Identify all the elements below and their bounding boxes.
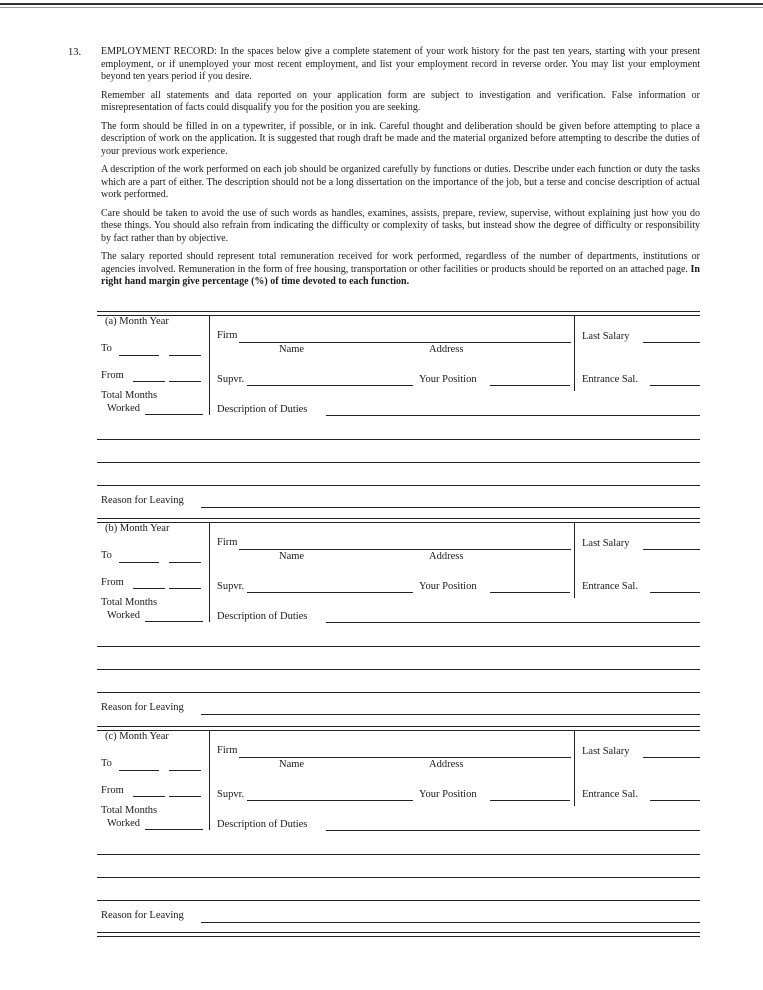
entrance-salary-label: Entrance Sal. <box>582 581 638 592</box>
firm-label: Firm <box>217 537 238 548</box>
address-caption: Address <box>429 759 464 770</box>
reason-for-leaving-field[interactable] <box>201 714 700 715</box>
from-label: From <box>101 785 124 796</box>
reason-for-leaving-label: Reason for Leaving <box>101 702 184 713</box>
duties-blank-line[interactable] <box>97 462 700 463</box>
supervisor-label: Supvr. <box>217 789 245 800</box>
last-salary-label: Last Salary <box>582 538 630 549</box>
worked-label: Worked <box>107 610 140 621</box>
entrance-salary-field[interactable] <box>650 592 700 593</box>
your-position-field[interactable] <box>490 800 570 801</box>
from-month-field[interactable] <box>133 381 165 382</box>
to-month-field[interactable] <box>119 562 159 563</box>
to-year-field[interactable] <box>169 355 201 356</box>
top-border-line <box>0 3 763 5</box>
column-divider <box>574 522 575 598</box>
your-position-label: Your Position <box>419 581 477 592</box>
from-label: From <box>101 577 124 588</box>
duties-blank-line[interactable] <box>97 692 700 693</box>
description-of-duties-field[interactable] <box>326 830 700 831</box>
last-salary-label: Last Salary <box>582 746 630 757</box>
duties-blank-line[interactable] <box>97 877 700 878</box>
period-heading: (c) Month Year <box>105 731 169 742</box>
name-caption: Name <box>279 759 305 770</box>
instruction-text: The form should be filled in on a typewriter, if possible, or in ink. Careful thought and deliberation should be given before attempting to place a description of work on the application. It is suggested that rough draft be made and the material organized before attempting to describe the duties of your previous work experience. <box>101 120 700 157</box>
instruction-bold-tail: In right hand margin give percentage (%) of time devoted to each function. <box>101 263 700 287</box>
total-months-label: Total Months <box>101 390 158 401</box>
entrance-salary-label: Entrance Sal. <box>582 374 638 385</box>
description-of-duties-label: Description of Duties <box>217 611 308 622</box>
from-year-field[interactable] <box>169 588 201 589</box>
total-months-field[interactable] <box>145 829 203 830</box>
entrance-salary-field[interactable] <box>650 800 700 801</box>
total-months-label: Total Months <box>101 597 158 608</box>
to-label: To <box>101 758 112 769</box>
your-position-label: Your Position <box>419 374 477 385</box>
worked-label: Worked <box>107 818 140 829</box>
instruction-text: Remember all statements and data reported on your application form are subject to investigation and verification. False information or misrepresentation of facts could disqualify you for the position you are seeking. <box>101 89 700 113</box>
instruction-paragraph-3 <box>101 121 700 159</box>
instruction-text: A description of the work performed on each job should be organized carefully by functions or duties. Describe under each function or duty the tasks which are a part of either. The description should not be a long dissertation on the importance of the job, but a terse and concise description of actual work performed. <box>101 164 700 200</box>
description-of-duties-label: Description of Duties <box>217 404 308 415</box>
total-months-label: Total Months <box>101 805 158 816</box>
duties-blank-line[interactable] <box>97 485 700 486</box>
address-caption: Address <box>429 344 464 355</box>
column-divider <box>574 730 575 806</box>
instructions-block <box>101 46 700 295</box>
firm-field[interactable] <box>239 342 571 343</box>
supervisor-field[interactable] <box>247 800 413 801</box>
supervisor-field[interactable] <box>247 592 413 593</box>
total-months-field[interactable] <box>145 414 203 415</box>
column-divider <box>209 315 210 415</box>
reason-for-leaving-field[interactable] <box>201 507 700 508</box>
total-months-field[interactable] <box>145 621 203 622</box>
from-month-field[interactable] <box>133 588 165 589</box>
employment-section <box>97 730 700 938</box>
from-year-field[interactable] <box>169 381 201 382</box>
instruction-text: In the spaces below give a complete statement of your work history for the past ten years, starting with your present employment, or if unemployed your most recent employment, and list your employment record in reverse order. You may list your employment beyond ten years period if you desire. <box>101 46 700 82</box>
column-divider <box>574 315 575 391</box>
firm-field[interactable] <box>239 757 571 758</box>
instruction-lead: EMPLOYMENT RECORD: <box>101 46 217 57</box>
to-year-field[interactable] <box>169 770 201 771</box>
description-of-duties-field[interactable] <box>326 415 700 416</box>
supervisor-field[interactable] <box>247 385 413 386</box>
from-year-field[interactable] <box>169 796 201 797</box>
your-position-field[interactable] <box>490 385 570 386</box>
entrance-salary-label: Entrance Sal. <box>582 789 638 800</box>
your-position-field[interactable] <box>490 592 570 593</box>
to-label: To <box>101 343 112 354</box>
to-month-field[interactable] <box>119 355 159 356</box>
name-caption: Name <box>279 551 305 562</box>
item-number: 13. <box>68 47 82 58</box>
duties-blank-line[interactable] <box>97 669 700 670</box>
instruction-paragraph-2 <box>101 90 700 115</box>
firm-label: Firm <box>217 745 238 756</box>
firm-label: Firm <box>217 330 238 341</box>
employment-section <box>97 315 700 523</box>
top-border-line-2 <box>0 7 763 8</box>
supervisor-label: Supvr. <box>217 581 245 592</box>
firm-field[interactable] <box>239 549 571 550</box>
duties-blank-line[interactable] <box>97 900 700 901</box>
reason-for-leaving-field[interactable] <box>201 922 700 923</box>
instruction-paragraph-5 <box>101 208 700 246</box>
period-heading: (b) Month Year <box>105 523 170 534</box>
last-salary-field[interactable] <box>643 342 700 343</box>
reason-for-leaving-label: Reason for Leaving <box>101 910 184 921</box>
instruction-text: The salary reported should represent total remuneration received for work performed, regardless of the number of departments, institutions or agencies involved. Remuneration in the form of free housing, transportation or other facilities or products should be reported on an attached page. <box>101 251 700 275</box>
column-divider <box>209 522 210 622</box>
instruction-text: Care should be taken to avoid the use of such words as handles, examines, assists, prepare, review, supervise, without explaining just how you do these things. You should also refrain from indicating the difficulty or complexity of tasks, but instead show the degree of difficulty or responsibility by fact rather than by objective. <box>101 207 700 244</box>
period-heading: (a) Month Year <box>105 316 169 327</box>
last-salary-field[interactable] <box>643 757 700 758</box>
name-caption: Name <box>279 344 305 355</box>
instruction-paragraph-1 <box>101 46 700 84</box>
reason-for-leaving-label: Reason for Leaving <box>101 495 184 506</box>
from-month-field[interactable] <box>133 796 165 797</box>
from-label: From <box>101 370 124 381</box>
to-month-field[interactable] <box>119 770 159 771</box>
worked-label: Worked <box>107 403 140 414</box>
instruction-paragraph-4 <box>101 164 700 202</box>
last-salary-field[interactable] <box>643 549 700 550</box>
instruction-paragraph-6 <box>101 251 700 289</box>
entrance-salary-field[interactable] <box>650 385 700 386</box>
to-label: To <box>101 550 112 561</box>
your-position-label: Your Position <box>419 789 477 800</box>
employment-section <box>97 522 700 730</box>
duties-blank-line[interactable] <box>97 646 700 647</box>
duties-blank-line[interactable] <box>97 854 700 855</box>
to-year-field[interactable] <box>169 562 201 563</box>
last-salary-label: Last Salary <box>582 331 630 342</box>
duties-blank-line[interactable] <box>97 439 700 440</box>
description-of-duties-label: Description of Duties <box>217 819 308 830</box>
column-divider <box>209 730 210 830</box>
description-of-duties-field[interactable] <box>326 622 700 623</box>
address-caption: Address <box>429 551 464 562</box>
supervisor-label: Supvr. <box>217 374 245 385</box>
bottom-double-rule <box>97 932 700 937</box>
